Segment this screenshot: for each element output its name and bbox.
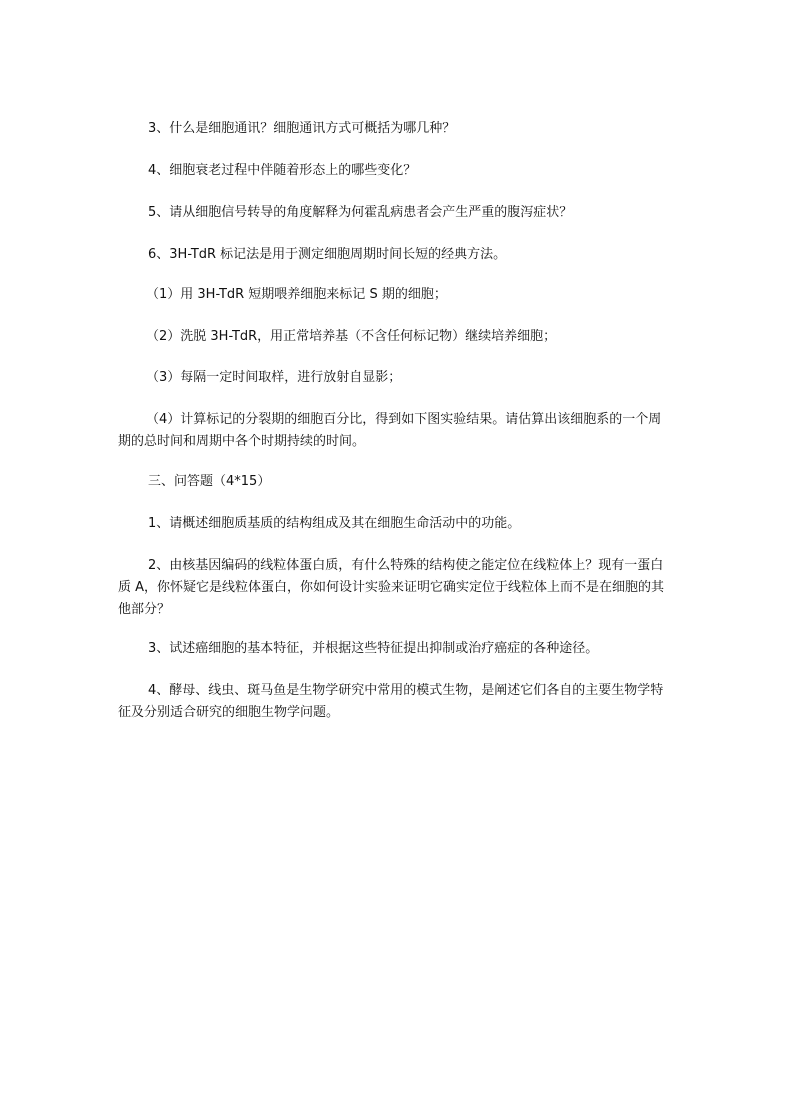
question-6-step-2: （2）洗脱 3H-TdR，用正常培养基（不含任何标记物）继续培养细胞； <box>146 329 557 344</box>
question-6-step-1: （1）用 3H-TdR 短期喂养细胞来标记 S 期的细胞； <box>146 287 447 302</box>
question-6: 6、3H-TdR 标记法是用于测定细胞周期时间长短的经典方法。 <box>148 247 507 262</box>
essay-question-2: 2、由核基因编码的线粒体蛋白质，有什么特殊的结构使之能定位在线粒体上？现有一蛋白质 A，你怀疑它是线粒体蛋白，你如何设计实验来证明它确实定位于线粒体上而不是在细胞的其他部分？ <box>118 558 665 617</box>
section-heading-essay: 三、问答题（4*15） <box>148 474 271 489</box>
essay-question-3: 3、试述癌细胞的基本特征，并根据这些特征提出抑制或治疗癌症的各种途径。 <box>148 641 599 656</box>
essay-question-1: 1、请概述细胞质基质的结构组成及其在细胞生命活动中的功能。 <box>148 516 521 531</box>
question-6-step-4: （4）计算标记的分裂期的细胞百分比，得到如下图实验结果。请估算出该细胞系的一个周期的总时间和周期中各个时期持续的时间。 <box>118 412 662 449</box>
question-4: 4、细胞衰老过程中伴随着形态上的哪些变化？ <box>148 163 417 178</box>
essay-question-4: 4、酵母、线虫、斑马鱼是生物学研究中常用的模式生物，是阐述它们各自的主要生物学特征及分别适合研究的细胞生物学问题。 <box>118 683 664 720</box>
question-3: 3、什么是细胞通讯？细胞通讯方式可概括为哪几种？ <box>148 121 456 136</box>
question-6-step-3: （3）每隔一定时间取样，进行放射自显影； <box>146 370 402 385</box>
question-5: 5、请从细胞信号转导的角度解释为何霍乱病患者会产生严重的腹泻症状？ <box>148 205 573 220</box>
